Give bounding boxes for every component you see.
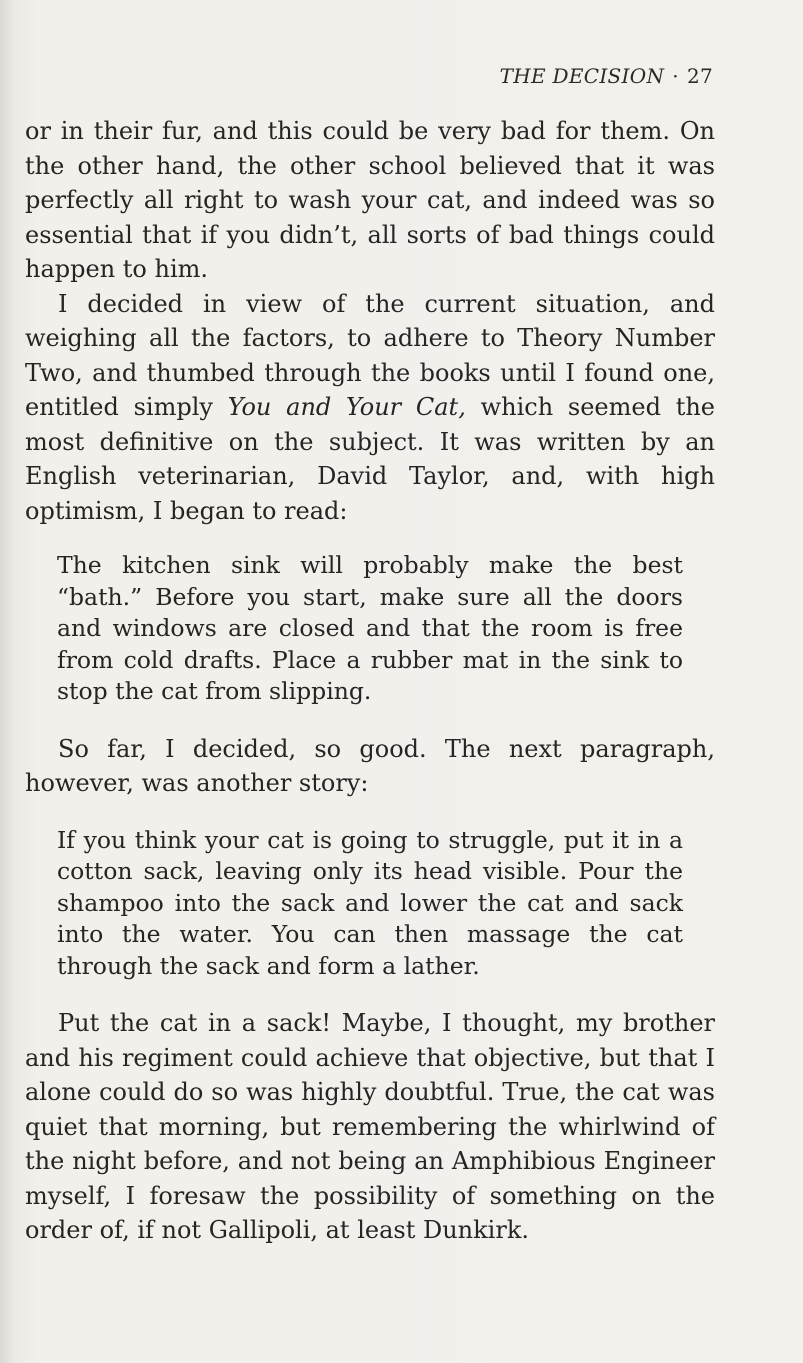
paragraph-2-end: which seemed the most definitive on the subject. It was written by an English veterinarian, David Taylor, and, with high optimism, I began to read: — [25, 393, 716, 525]
chapter-title: THE DECISION — [499, 64, 665, 88]
block-quote-2: If you think your cat is going to struggle, put it in a cotton sack, leaving only its head visible. Pour the shampoo into the sack and lower the cat and sack into the water. You can then massage the cat through the sack and form a lather. — [57, 825, 683, 980]
paragraph-1: or in their fur, and this could be very bad for them. On the other hand, the other school believed that it was perfectly all right to wash your cat, and indeed was so essential that if you didn’t, all sorts of bad things could happen to him. — [25, 117, 715, 283]
page-number: 27 — [686, 64, 713, 88]
running-head — [500, 64, 713, 88]
paragraph-4: Put the cat in a sack! Maybe, I thought, my brother and his regiment could achieve that objective, but that I alone could do so was highly doubtful. True, the cat was quiet that morning, but remembering the whirlwind of the night before, and not being an Amphibious Engineer myself, I foresaw the possibility of something on the order of, if not Gallipoli, at least Dunkirk. — [25, 1009, 715, 1244]
block-quote-1: The kitchen sink will probably make the best “bath.” Before you start, make sure all the doors and windows are closed and that the room is free from cold drafts. Place a rubber mat in the sink to stop the cat from slipping. — [57, 551, 683, 705]
book-title: You and Your Cat, — [227, 393, 466, 421]
paragraph-2 — [25, 287, 715, 529]
header-separator: · — [672, 64, 679, 88]
paragraph-3: So far, I decided, so good. The next paragraph, however, was another story: — [25, 734, 715, 797]
paragraph-2-start: I decided in view of the current situation, and weighing all the factors, to adhere to Theory Number Two, and thumbed through the books until I found one, entitled simply — [25, 289, 715, 421]
body-text — [25, 114, 715, 1248]
